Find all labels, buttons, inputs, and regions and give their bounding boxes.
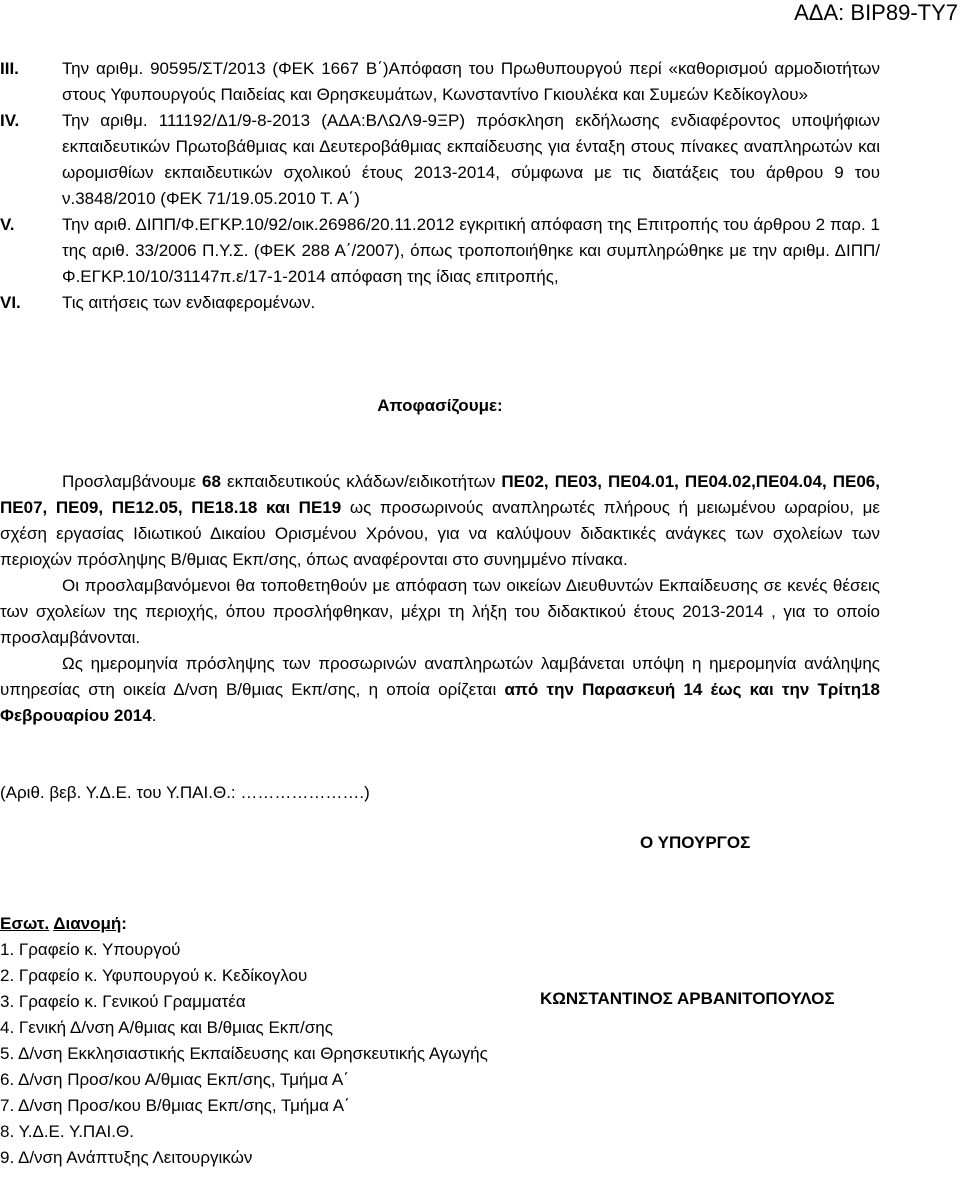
distribution-heading-c: : (121, 914, 127, 933)
p1-text-e: ως προσωρινούς αναπληρωτές πλήρους ή μειωμένου ωραρίου, με σχέση εργασίας Ιδιωτικού Δικαίου Ορισμένου Χρόνου, για να καλύψουν διδακτικές ανάγκες των σχολείων των περιοχών πρόσληψης Β/θμιας Εκπ/σης, όπως αναφέρονται στο συνημμένο πίνακα. (0, 498, 880, 569)
consideration-text: Την αριθ. ΔΙΠΠ/Φ.ΕΓΚΡ.10/92/οικ.26986/20.11.2012 εγκριτική απόφαση της Επιτροπής του άρθρου 2 παρ. 1 της αριθ. 33/2006 Π.Υ.Σ. (ΦΕΚ 288 Α΄/2007), όπως τροποποιήθηκε και συμπληρώθηκε με την αριθμ. ΔΙΠΠ/Φ.ΕΓΚΡ.10/10/31147π.ε/17-1-2014 απόφαση της ίδιας επιτροπής, (62, 215, 880, 286)
p1-text-c: εκπαιδευτικούς κλάδων/ειδικοτήτων (220, 472, 502, 491)
consideration-item (0, 56, 960, 108)
list-item: 1. Γραφείο κ. Υπουργού (0, 940, 181, 959)
list-item: 5. Δ/νση Εκκλησιαστικής Εκπαίδευσης και Θρησκευτικής Αγωγής (0, 1044, 488, 1063)
p3-text-c: . (151, 706, 157, 725)
p1-text-a: Προσλαμβάνουμε (62, 472, 203, 491)
list-item: 4. Γενική Δ/νση Α/θμιας και Β/θμιας Εκπ/σης (0, 1018, 333, 1037)
list-item: 2. Γραφείο κ. Υφυπουργού κ. Κεδίκογλου (0, 966, 308, 985)
paragraph-start-date (0, 651, 880, 729)
decision-heading: Αποφασίζουμε: (377, 396, 503, 415)
p1-specialties: ΠΕ02, ΠΕ03, ΠΕ04.01, ΠΕ04.02,ΠΕ04.04, ΠΕ06, ΠΕ07, ΠΕ09, ΠΕ12.05, ΠΕ18.18 και ΠΕ19 (0, 472, 880, 517)
minister-title: Ο ΥΠΟΥΡΓΟΣ (640, 833, 751, 852)
consideration-text: Την αριθμ. 90595/ΣΤ/2013 (ΦΕΚ 1667 Β΄)Απόφαση του Πρωθυπουργού περί «καθορισμού αρμοδιοτήτων στους Υφυπουργούς Παιδείας και Θρησκευμάτων, Κωνσταντίνο Γκιουλέκα και Συμεών Κεδίκογλου» (62, 59, 880, 104)
p1-count: 68 (202, 472, 221, 491)
distribution-list (0, 937, 520, 1171)
consideration-item (0, 212, 960, 290)
p3-dates: από την Παρασκευή 14 έως και την Τρίτη18 Φεβρουαρίου 2014 (0, 680, 880, 725)
list-item: 6. Δ/νση Προσ/κου Α/θμιας Εκπ/σης, Τμήμα Α΄ (0, 1070, 349, 1089)
distribution-heading (0, 911, 520, 937)
reference-number: (Αριθ. βεβ. Υ.Δ.Ε. του Υ.ΠΑΙ.Θ.: ………………….) (0, 783, 370, 802)
consideration-item (0, 290, 960, 316)
consideration-item (0, 108, 960, 212)
paragraph-placement: Οι προσλαμβανόμενοι θα τοποθετηθούν με απόφαση των οικείων Διευθυντών Εκπαίδευσης σε κενές θέσεις των σχολείων της περιοχής, όπου προσλήφθηκαν, μέχρι τη λήξη του διδακτικού έτους 2013-2014 , για το οποίο προσλαμβάνονται. (0, 576, 880, 647)
list-item: 9. Δ/νση Ανάπτυξης Λειτουργικών (0, 1148, 253, 1167)
consideration-text: Την αριθμ. 111192/Δ1/9-8-2013 (ΑΔΑ:ΒΛΩΛ9-9ΞΡ) πρόσκληση εκδήλωσης ενδιαφέροντος υποψήφιων εκπαιδευτικών Πρωτοβάθμιας και Δευτεροβάθμιας εκπαίδευσης για ένταξη στους πίνακες αναπληρωτών και ωρομισθίων εκπαιδευτικών σχολικού έτους 2013-2014, σύμφωνα με τις διατάξεις του άρθρου 9 του ν.3848/2010 (ΦΕΚ 71/19.05.2010 Τ. Α΄) (62, 111, 880, 208)
list-item: 7. Δ/νση Προσ/κου Β/θμιας Εκπ/σης, Τμήμα Α΄ (0, 1096, 350, 1115)
ada-code: ΑΔΑ: ΒΙΡ89-ΤΥ7 (794, 0, 958, 25)
distribution-block (0, 911, 520, 1171)
list-item: 8. Υ.Δ.Ε. Υ.ΠΑΙ.Θ. (0, 1122, 134, 1141)
paragraph-hiring (0, 469, 880, 573)
signer-name: ΚΩΝΣΤΑΝΤΙΝΟΣ ΑΡΒΑΝΙΤΟΠΟΥΛΟΣ (540, 989, 835, 1008)
consideration-text: Τις αιτήσεις των ενδιαφερομένων. (62, 293, 316, 312)
list-item: 3. Γραφείο κ. Γενικού Γραμματέα (0, 992, 246, 1011)
considerations-list (0, 56, 960, 316)
consideration-number: IV. (0, 111, 20, 130)
distribution-heading-a: Εσωτ. (0, 914, 50, 933)
consideration-number: VI. (0, 293, 21, 312)
consideration-number: III. (0, 59, 19, 78)
decision-body (0, 469, 880, 729)
p3-text-a: Ως ημερομηνία πρόσληψης των προσωρινών αναπληρωτών λαμβάνεται υπόψη η ημερομηνία ανάληψης υπηρεσίας στη οικεία Δ/νση Β/θμιας Εκπ/σης, η οποία ορίζεται (0, 654, 880, 699)
distribution-heading-b: Διανομή (53, 914, 122, 933)
consideration-number: V. (0, 215, 15, 234)
